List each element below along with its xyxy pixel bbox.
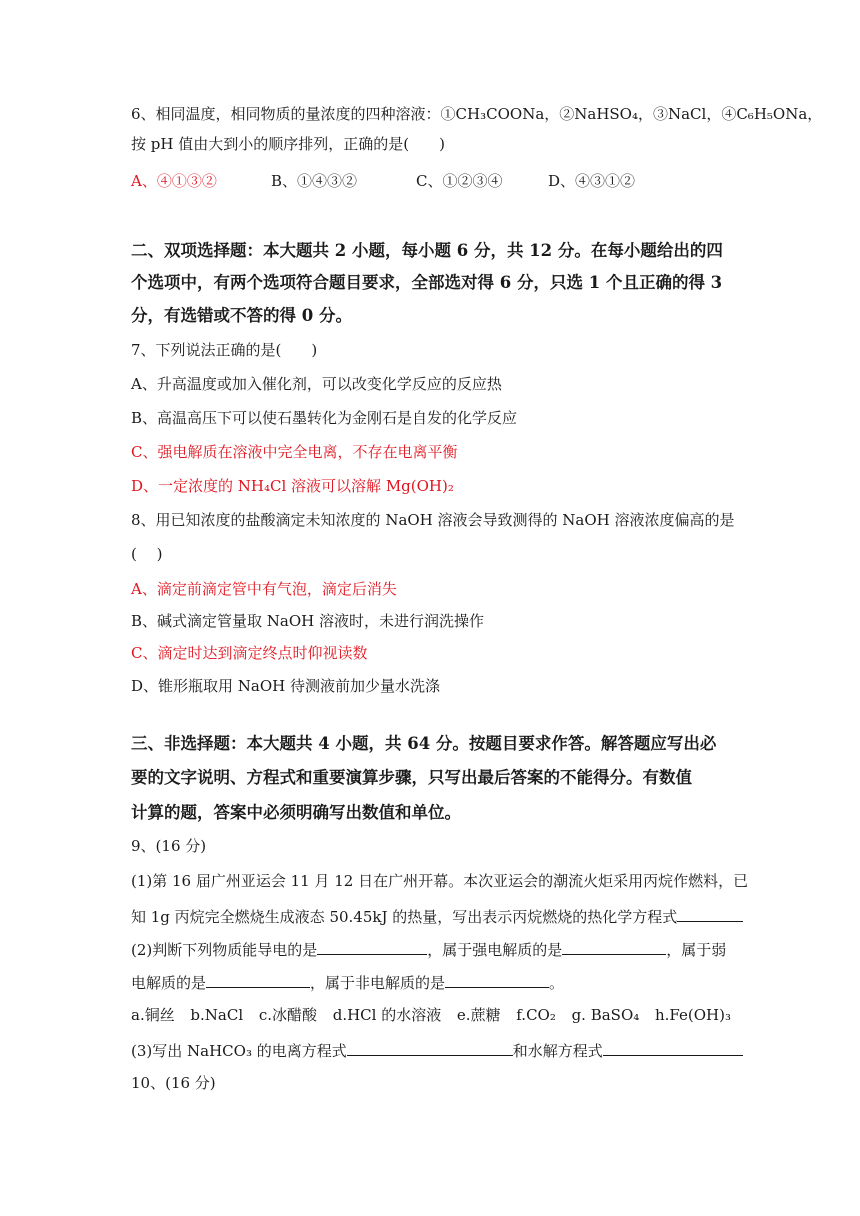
q7-stem: 7、下列说法正确的是( ) [131, 341, 318, 359]
q6-line1: 6、相同温度，相同物质的量浓度的四种溶液：①CH₃COONa，②NaHSO₄，③NaCl，④C₆H₅ONa， [131, 105, 823, 123]
q9-part1-line2: 知 1g 丙烷完全燃烧生成液态 50.45kJ 的热量，写出表示丙烷燃烧的热化学方程式 [131, 906, 731, 927]
q9-part1-line1: (1)第 16 届广州亚运会 11 月 12 日在广州开幕。本次亚运会的潮流火炬采用丙烷作燃料，已 [131, 872, 749, 890]
q7-option-d: D、一定浓度的 NH₄Cl 溶液可以溶解 Mg(OH)₂ [131, 477, 454, 495]
q6-option-d: D、④③①② [548, 172, 636, 190]
answer-blank [603, 1040, 743, 1056]
section2-line2: 个选项中，有两个选项符合题目要求，全部选对得 6 分，只选 1 个且正确的得 3 [131, 273, 723, 292]
section3-line2: 要的文字说明、方程式和重要演算步骤，只写出最后答案的不能得分。有数值 [131, 768, 692, 787]
q9-materials [131, 1005, 731, 1025]
q8-line2: ( ) [131, 545, 163, 563]
answer-blank [562, 939, 666, 955]
answer-blank [206, 972, 310, 988]
q8-option-c: C、滴定时达到滴定终点时仰视读数 [131, 644, 368, 662]
material-item: c.冰醋酸 [258, 1006, 318, 1024]
q6-option-b: B、①④③② [271, 172, 358, 190]
answer-blank [677, 906, 743, 922]
q7-option-b: B、高温高压下可以使石墨转化为金刚石是自发的化学反应 [131, 409, 518, 427]
material-item: g. BaSO₄ [571, 1006, 640, 1024]
section2-line1: 二、双项选择题：本大题共 2 小题，每小题 6 分，共 12 分。在每小题给出的四 [131, 241, 723, 260]
q7-option-a: A、升高温度或加入催化剂，可以改变化学反应的反应热 [131, 375, 502, 393]
answer-blank [445, 972, 549, 988]
section2-line3: 分，有选错或不答的得 0 分。 [131, 306, 352, 325]
q6-option-c: C、①②③④ [416, 172, 503, 190]
q8-line1: 8、用已知浓度的盐酸滴定未知浓度的 NaOH 溶液会导致测得的 NaOH 溶液浓度偏高的是 [131, 511, 735, 529]
material-item: e.蔗糖 [456, 1006, 501, 1024]
q7-option-c: C、强电解质在溶液中完全电离，不存在电离平衡 [131, 443, 458, 461]
q6-option-a: A、④①③② [131, 172, 217, 190]
material-item: h.Fe(OH)₃ [654, 1006, 731, 1024]
answer-blank [347, 1040, 513, 1056]
q8-option-b: B、碱式滴定管量取 NaOH 溶液时，未进行润洗操作 [131, 612, 485, 630]
q9-header: 9、(16 分) [131, 837, 207, 855]
q8-option-d: D、锥形瓶取用 NaOH 待测液前加少量水洗涤 [131, 677, 441, 695]
material-item: b.NaCl [190, 1006, 244, 1024]
answer-blank [317, 939, 427, 955]
material-item: a.铜丝 [131, 1006, 175, 1024]
q9-part3: (3)写出 NaHCO₃ 的电离方程式 和水解方程式 [131, 1040, 731, 1061]
q10-header: 10、(16 分) [131, 1074, 216, 1092]
q9-part2-line1: (2)判断下列物质能导电的是 ，属于强电解质的是 ，属于弱 [131, 941, 727, 959]
q9-part2-line2: 电解质的是 ，属于非电解质的是 。 [131, 974, 565, 992]
section3-line3: 计算的题，答案中必须明确写出数值和单位。 [131, 803, 461, 822]
material-item: f.CO₂ [516, 1006, 556, 1024]
material-item: d.HCl 的水溶液 [332, 1006, 442, 1024]
q6-options [131, 171, 731, 191]
section3-line1: 三、非选择题：本大题共 4 小题，共 64 分。按题目要求作答。解答题应写出必 [131, 734, 717, 753]
q8-option-a: A、滴定前滴定管中有气泡，滴定后消失 [131, 580, 397, 598]
q6-line2: 按 pH 值由大到小的顺序排列，正确的是( ) [131, 135, 445, 153]
